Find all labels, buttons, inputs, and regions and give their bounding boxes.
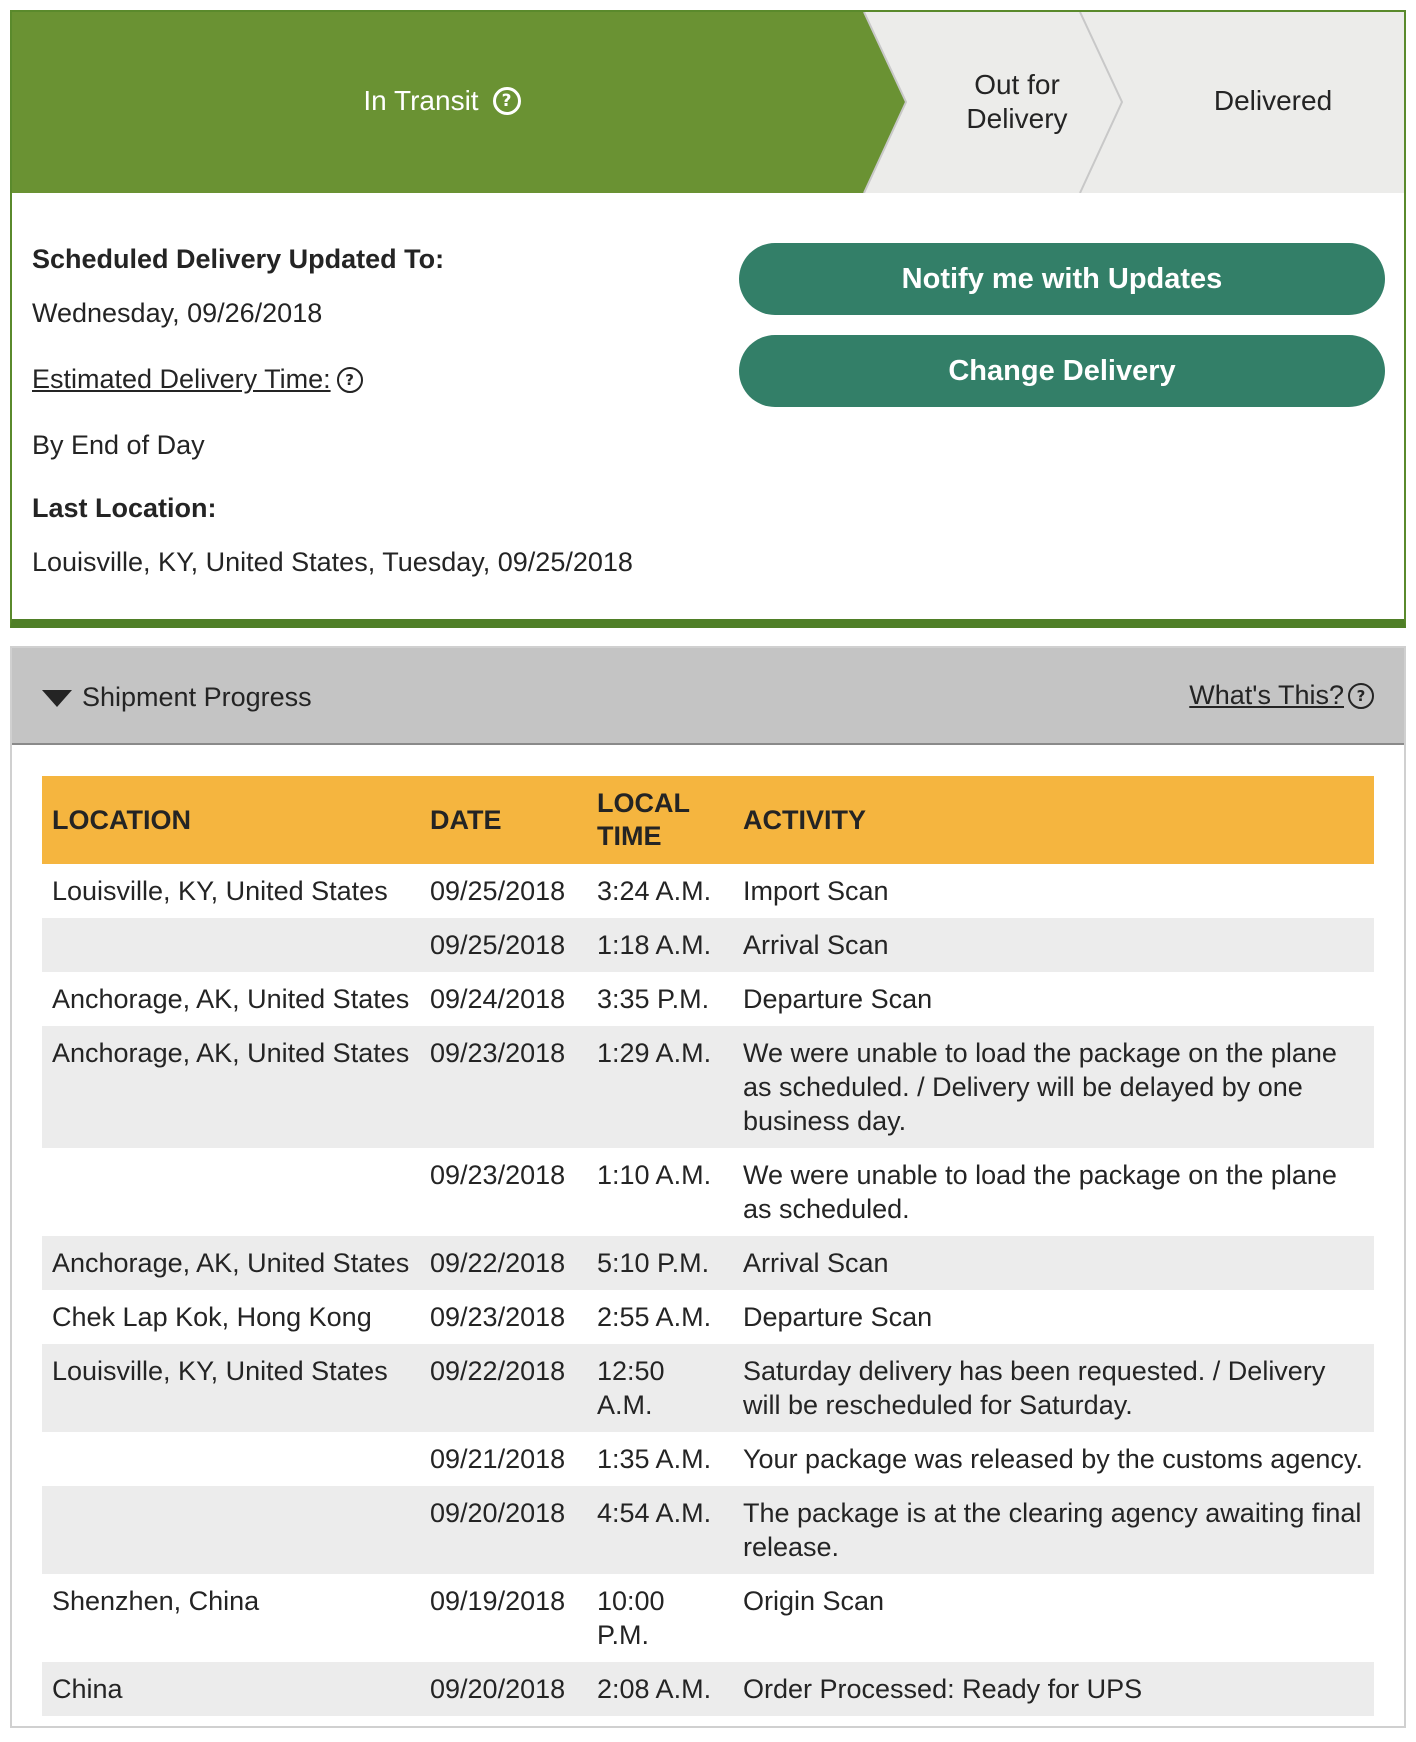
cell-date: 09/19/2018 [430,1586,566,1616]
step-delivered-label: Delivered [1213,85,1333,116]
cell-time: 4:54 A.M. [587,1486,733,1574]
cell-activity: Your package was released by the customs agency. [743,1444,1363,1474]
column-header-date: DATE [420,776,587,864]
table-row [42,1148,1374,1236]
help-icon[interactable]: ? [493,87,521,115]
cell-date: 09/22/2018 [420,1236,587,1290]
delivery-progress-tracker [12,12,1404,193]
cell-date: 09/25/2018 [420,918,587,972]
cell-date: 09/25/2018 [430,876,566,906]
help-icon[interactable]: ? [1348,683,1374,709]
cell-date: 09/21/2018 [430,1444,566,1474]
cell-location: Anchorage, AK, United States [42,1026,420,1148]
column-header-time-line1: LOCAL [597,788,690,818]
shipment-events-table [42,776,1374,1716]
cell-location: Chek Lap Kok, Hong Kong [52,1302,372,1332]
table-header-row [42,776,1374,864]
cell-time: 1:35 A.M. [597,1444,712,1474]
step-in-transit-label: In Transit [363,85,479,116]
cell-activity: Departure Scan [743,984,933,1014]
cell-activity: Saturday delivery has been requested. / Delivery will be rescheduled for Saturday. [733,1344,1374,1432]
cell-date: 09/20/2018 [420,1486,587,1574]
cell-time: 2:55 A.M. [597,1302,712,1332]
step-in-transit [12,84,872,118]
table-row [42,972,1374,1026]
cell-activity: Arrival Scan [733,1236,1374,1290]
cell-activity: The package is at the clearing agency awaiting final release. [733,1486,1374,1574]
column-header-local-time [587,776,733,864]
cell-activity: Order Processed: Ready for UPS [733,1662,1374,1716]
cell-date: 09/24/2018 [430,984,566,1014]
scheduled-delivery-title: Scheduled Delivery Updated To: [32,244,445,274]
cell-location [42,1148,420,1236]
table-row [42,918,1374,972]
whats-this-help[interactable] [1189,680,1374,711]
table-row [42,1344,1374,1432]
table-row [42,1026,1374,1148]
cell-time: 3:35 P.M. [597,984,710,1014]
cell-location: Louisville, KY, United States [42,1344,420,1432]
estimated-delivery-time-value: By End of Day [32,430,205,460]
delivery-status-card [10,10,1406,628]
cell-activity: Arrival Scan [733,918,1374,972]
step-out-label-line1: Out for [974,69,1060,100]
step-delivered [1142,84,1404,118]
cell-location [42,1432,420,1486]
column-header-location: LOCATION [42,776,420,864]
step-out-label-line2: Delivery [966,103,1068,134]
cell-activity: Origin Scan [743,1586,885,1616]
scheduled-delivery-date: Wednesday, 09/26/2018 [32,298,323,328]
cell-location: China [42,1662,420,1716]
cell-date: 09/23/2018 [430,1302,566,1332]
change-delivery-button[interactable]: Change Delivery [739,335,1385,407]
table-row [42,864,1374,918]
cell-activity: Import Scan [743,876,889,906]
estimated-delivery-time-row [32,364,363,395]
table-row [42,1662,1374,1716]
cell-time: 1:10 A.M. [597,1160,712,1190]
cell-time: 3:24 A.M. [597,876,712,906]
cell-activity: We were unable to load the package on the plane as scheduled. [743,1160,1337,1224]
column-header-time-line2: TIME [597,821,662,851]
last-location-value: Louisville, KY, United States, Tuesday, 09/25/2018 [32,547,633,577]
shipment-progress-panel [10,646,1406,1728]
cell-time: 12:50 A.M. [587,1344,733,1432]
table-row [42,1236,1374,1290]
cell-date: 09/20/2018 [420,1662,587,1716]
cell-time: 2:08 A.M. [587,1662,733,1716]
cell-time: 10:00 P.M. [597,1586,665,1650]
last-location-title: Last Location: [32,493,217,523]
cell-date: 09/23/2018 [430,1160,566,1190]
column-header-activity: ACTIVITY [733,776,1374,864]
cell-location [42,918,420,972]
cell-location: Anchorage, AK, United States [42,1236,420,1290]
caret-down-icon[interactable] [42,690,72,707]
cell-time: 1:18 A.M. [587,918,733,972]
cell-time: 1:29 A.M. [587,1026,733,1148]
table-row [42,1486,1374,1574]
cell-location: Louisville, KY, United States [52,876,388,906]
estimated-delivery-time-link[interactable]: Estimated Delivery Time: [32,364,331,394]
whats-this-link[interactable]: What's This? [1189,680,1344,710]
help-icon[interactable]: ? [337,367,363,393]
shipment-progress-title[interactable]: Shipment Progress [82,682,312,712]
notify-updates-button[interactable]: Notify me with Updates [739,243,1385,315]
cell-activity: Departure Scan [743,1302,933,1332]
shipment-progress-header[interactable] [12,648,1404,745]
cell-location: Shenzhen, China [52,1586,260,1616]
table-row [42,1574,1374,1662]
cell-location [42,1486,420,1574]
cell-location: Anchorage, AK, United States [52,984,410,1014]
table-row [42,1432,1374,1486]
table-row [42,1290,1374,1344]
cell-time: 5:10 P.M. [587,1236,733,1290]
step-out-for-delivery [882,68,1152,136]
cell-date: 09/22/2018 [420,1344,587,1432]
cell-date: 09/23/2018 [420,1026,587,1148]
cell-activity: We were unable to load the package on the plane as scheduled. / Delivery will be delayed by one business day. [733,1026,1374,1148]
